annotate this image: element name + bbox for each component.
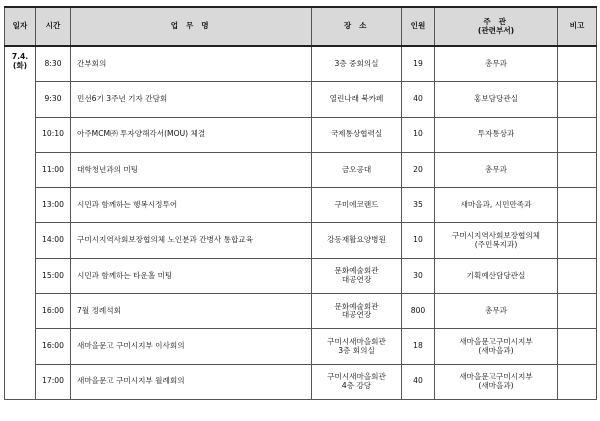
- note-cell: [558, 188, 597, 223]
- task-cell: 대학청년과의 미팅: [71, 152, 312, 187]
- time-cell: 13:00: [36, 188, 71, 223]
- table-row: [5, 294, 597, 329]
- place-cell: [312, 46, 402, 82]
- host-cell-line2: (새마을과): [478, 380, 514, 390]
- table-row: [5, 46, 597, 82]
- place-cell-line2: 3층 회의실: [338, 345, 375, 355]
- header-date: 일자: [5, 7, 36, 46]
- task-cell: 7월 정례석회: [71, 294, 312, 329]
- task-cell: 구미시지역사회보장협의체 노인분과 간병사 통합교육: [71, 223, 312, 258]
- time-cell: 15:00: [36, 258, 71, 293]
- header-place: 장 소: [312, 7, 402, 46]
- host-cell-line1: 새마을문고구미시지부: [459, 372, 533, 382]
- note-cell: [558, 46, 597, 82]
- place-cell: [312, 364, 402, 399]
- host-cell-line1: 새마을문고구미시지부: [459, 336, 533, 346]
- host-cell: [435, 152, 558, 187]
- schedule-document: [4, 6, 596, 400]
- host-cell-line1: 총무과: [484, 305, 507, 315]
- place-cell-line1: 3층 중회의실: [334, 58, 379, 68]
- host-cell-line1: 총무과: [484, 58, 507, 68]
- people-cell: 19: [402, 46, 435, 82]
- table-row: [5, 82, 597, 117]
- header-time: 시간: [36, 7, 71, 46]
- time-cell: 9:30: [36, 82, 71, 117]
- place-cell-line1: 금오공대: [341, 164, 372, 174]
- place-cell: [312, 82, 402, 117]
- note-cell: [558, 152, 597, 187]
- table-row: [5, 329, 597, 364]
- time-cell: 8:30: [36, 46, 71, 82]
- place-cell-line1: 열린나래 북카페: [329, 94, 384, 104]
- people-cell: 10: [402, 223, 435, 258]
- note-cell: [558, 294, 597, 329]
- header-note: 비고: [558, 7, 597, 46]
- place-cell-line1: 강동재활요양병원: [327, 235, 386, 245]
- people-cell: 18: [402, 329, 435, 364]
- task-cell: 새마을문고 구미시지부 이사회의: [71, 329, 312, 364]
- people-cell: 10: [402, 117, 435, 152]
- note-cell: [558, 329, 597, 364]
- date-cell: [5, 46, 36, 399]
- note-cell: [558, 82, 597, 117]
- note-cell: [558, 364, 597, 399]
- place-cell: [312, 258, 402, 293]
- task-cell: 아주MCM㈜ 투자양해각서(MOU) 체결: [71, 117, 312, 152]
- place-cell: [312, 188, 402, 223]
- place-cell: [312, 152, 402, 187]
- host-cell-line1: 기획예산담당관실: [466, 270, 526, 280]
- task-cell: 새마을문고 구미시지부 월례회의: [71, 364, 312, 399]
- host-cell-line1: 투자통상과: [477, 129, 515, 139]
- place-cell: [312, 329, 402, 364]
- host-cell: [435, 46, 558, 82]
- task-cell: 민선6기 3주년 기자 간담회: [71, 82, 312, 117]
- host-cell: [435, 223, 558, 258]
- people-cell: 20: [402, 152, 435, 187]
- place-cell-line1: 구미시새마을회관: [327, 372, 386, 382]
- table-row: [5, 364, 597, 399]
- time-cell: 16:00: [36, 329, 71, 364]
- note-cell: [558, 117, 597, 152]
- place-cell-line1: 문화예술회관: [334, 301, 379, 311]
- place-cell-line2: 대공연장: [341, 274, 372, 284]
- place-cell-line1: 문화예술회관: [334, 266, 379, 276]
- people-cell: 40: [402, 364, 435, 399]
- host-cell: [435, 82, 558, 117]
- table-row: [5, 152, 597, 187]
- schedule-rows: [5, 46, 597, 399]
- host-cell: [435, 117, 558, 152]
- header-task: 업 무 명: [71, 7, 312, 46]
- host-cell: [435, 329, 558, 364]
- date-day: 7.4.: [11, 52, 29, 61]
- host-cell: [435, 258, 558, 293]
- host-cell: [435, 188, 558, 223]
- host-cell-line1: 새마을과, 시민만족과: [460, 199, 532, 209]
- host-cell-line1: 총무과: [484, 164, 507, 174]
- place-cell-line2: 4층 강당: [341, 380, 372, 390]
- host-cell: [435, 294, 558, 329]
- place-cell: [312, 223, 402, 258]
- people-cell: 35: [402, 188, 435, 223]
- place-cell: [312, 117, 402, 152]
- header-host-label: 주 관: [483, 16, 509, 26]
- date-weekday: (화): [12, 60, 28, 70]
- time-cell: 17:00: [36, 364, 71, 399]
- people-cell: 40: [402, 82, 435, 117]
- time-cell: 16:00: [36, 294, 71, 329]
- note-cell: [558, 258, 597, 293]
- header-host-sub: (관련부서): [477, 25, 515, 35]
- time-cell: 11:00: [36, 152, 71, 187]
- header-host: [435, 7, 558, 46]
- host-cell-line2: (주민복지과): [474, 239, 518, 249]
- table-row: [5, 258, 597, 293]
- header-row: [5, 7, 597, 46]
- table-row: [5, 188, 597, 223]
- host-cell-line1: 홍보담당관실: [473, 94, 518, 104]
- schedule-table: [4, 6, 597, 400]
- table-row: [5, 117, 597, 152]
- task-cell: 시민과 함께하는 타운홀 미팅: [71, 258, 312, 293]
- host-cell: [435, 364, 558, 399]
- place-cell-line2: 대공연장: [341, 310, 372, 320]
- people-cell: 30: [402, 258, 435, 293]
- place-cell-line1: 국제통상협력실: [330, 129, 383, 139]
- time-cell: 10:10: [36, 117, 71, 152]
- people-cell: 800: [402, 294, 435, 329]
- table-row: [5, 223, 597, 258]
- task-cell: 간부회의: [71, 46, 312, 82]
- place-cell: [312, 294, 402, 329]
- host-cell-line1: 구미시지역사회보장협의체: [451, 230, 541, 240]
- header-people: 인원: [402, 7, 435, 46]
- place-cell-line1: 구미에코랜드: [334, 199, 379, 209]
- place-cell-line1: 구미시새마을회관: [327, 336, 386, 346]
- host-cell-line2: (새마을과): [478, 345, 514, 355]
- note-cell: [558, 223, 597, 258]
- task-cell: 시민과 함께하는 행복시정투어: [71, 188, 312, 223]
- time-cell: 14:00: [36, 223, 71, 258]
